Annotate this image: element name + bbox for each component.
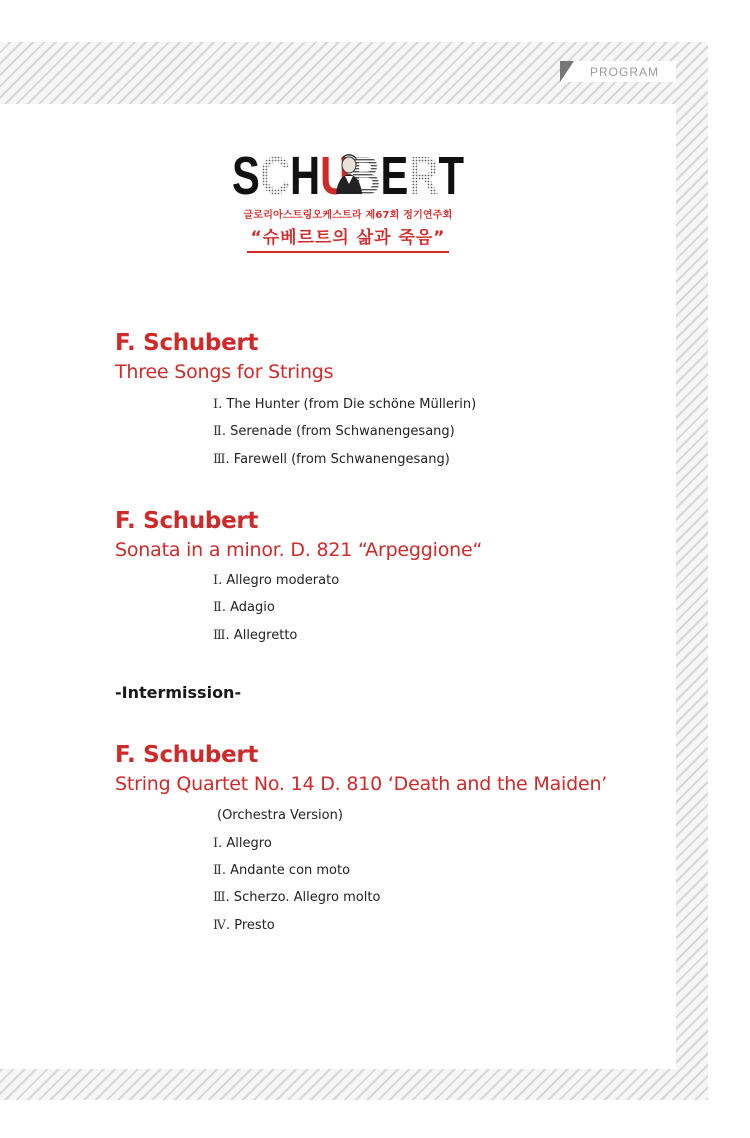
movement-number: Ⅰ bbox=[213, 397, 219, 412]
movement-item bbox=[213, 836, 272, 851]
movement-number: Ⅲ bbox=[213, 628, 226, 643]
movement-item bbox=[213, 397, 476, 412]
movement-text: . The Hunter (from Die schöne Müllerin) bbox=[218, 397, 477, 412]
movement-text: . Allegro bbox=[218, 836, 272, 851]
movement-number: Ⅰ bbox=[213, 573, 219, 588]
movement-number: Ⅱ bbox=[213, 863, 222, 878]
movement-item bbox=[213, 452, 450, 467]
movement-text: . Scherzo. Allegro molto bbox=[225, 890, 381, 905]
movement-item bbox=[213, 424, 455, 439]
movement-item bbox=[213, 863, 350, 878]
decorative-stripe-band-right bbox=[676, 42, 708, 1100]
piece-1-title: Three Songs for Strings bbox=[115, 361, 334, 383]
intermission-label: -Intermission- bbox=[115, 683, 242, 702]
concert-subtitle: 글로리아스트링오케스트라 제67회 정기연주회 bbox=[243, 210, 453, 221]
movement-text: . Allegro moderato bbox=[218, 573, 340, 588]
svg-text:SCHUBERT: SCHUBERT bbox=[232, 146, 472, 206]
movement-number: Ⅳ bbox=[213, 918, 226, 933]
piece-2-title: Sonata in a minor. D. 821 “Arpeggione“ bbox=[115, 539, 483, 561]
movement-item bbox=[213, 600, 275, 615]
movement-item bbox=[213, 890, 380, 905]
concert-title: “슈베르트의 삶과 죽음” bbox=[247, 223, 450, 253]
movement-item bbox=[213, 573, 339, 588]
movement-number: Ⅲ bbox=[213, 452, 226, 467]
movement-number: Ⅲ bbox=[213, 890, 226, 905]
movement-item bbox=[213, 918, 275, 933]
program-tag-label: PROGRAM bbox=[590, 64, 660, 79]
movement-text: . Allegretto bbox=[225, 628, 298, 643]
movement-text: . Serenade (from Schwanengesang) bbox=[221, 424, 455, 439]
piece-3-composer: F. Schubert bbox=[115, 742, 259, 768]
piece-1-composer: F. Schubert bbox=[115, 330, 259, 356]
tag-triangle-icon bbox=[560, 61, 574, 82]
schubert-logo bbox=[232, 146, 472, 253]
orchestra-version-note: (Orchestra Version) bbox=[217, 808, 343, 823]
program-section-tag bbox=[560, 61, 676, 82]
piece-3-title: String Quartet No. 14 D. 810 ‘Death and the Maiden’ bbox=[115, 773, 608, 795]
movement-text: . Adagio bbox=[221, 600, 275, 615]
movement-number: Ⅱ bbox=[213, 600, 222, 615]
piece-2-composer: F. Schubert bbox=[115, 508, 259, 534]
movement-text: . Presto bbox=[226, 918, 275, 933]
movement-item bbox=[213, 628, 297, 643]
decorative-stripe-band-bottom bbox=[0, 1069, 708, 1100]
schubert-wordmark-logo bbox=[232, 146, 472, 206]
movement-text: . Andante con moto bbox=[221, 863, 351, 878]
movement-number: Ⅱ bbox=[213, 424, 222, 439]
movement-text: . Farewell (from Schwanengesang) bbox=[225, 452, 450, 467]
movement-number: Ⅰ bbox=[213, 836, 219, 851]
